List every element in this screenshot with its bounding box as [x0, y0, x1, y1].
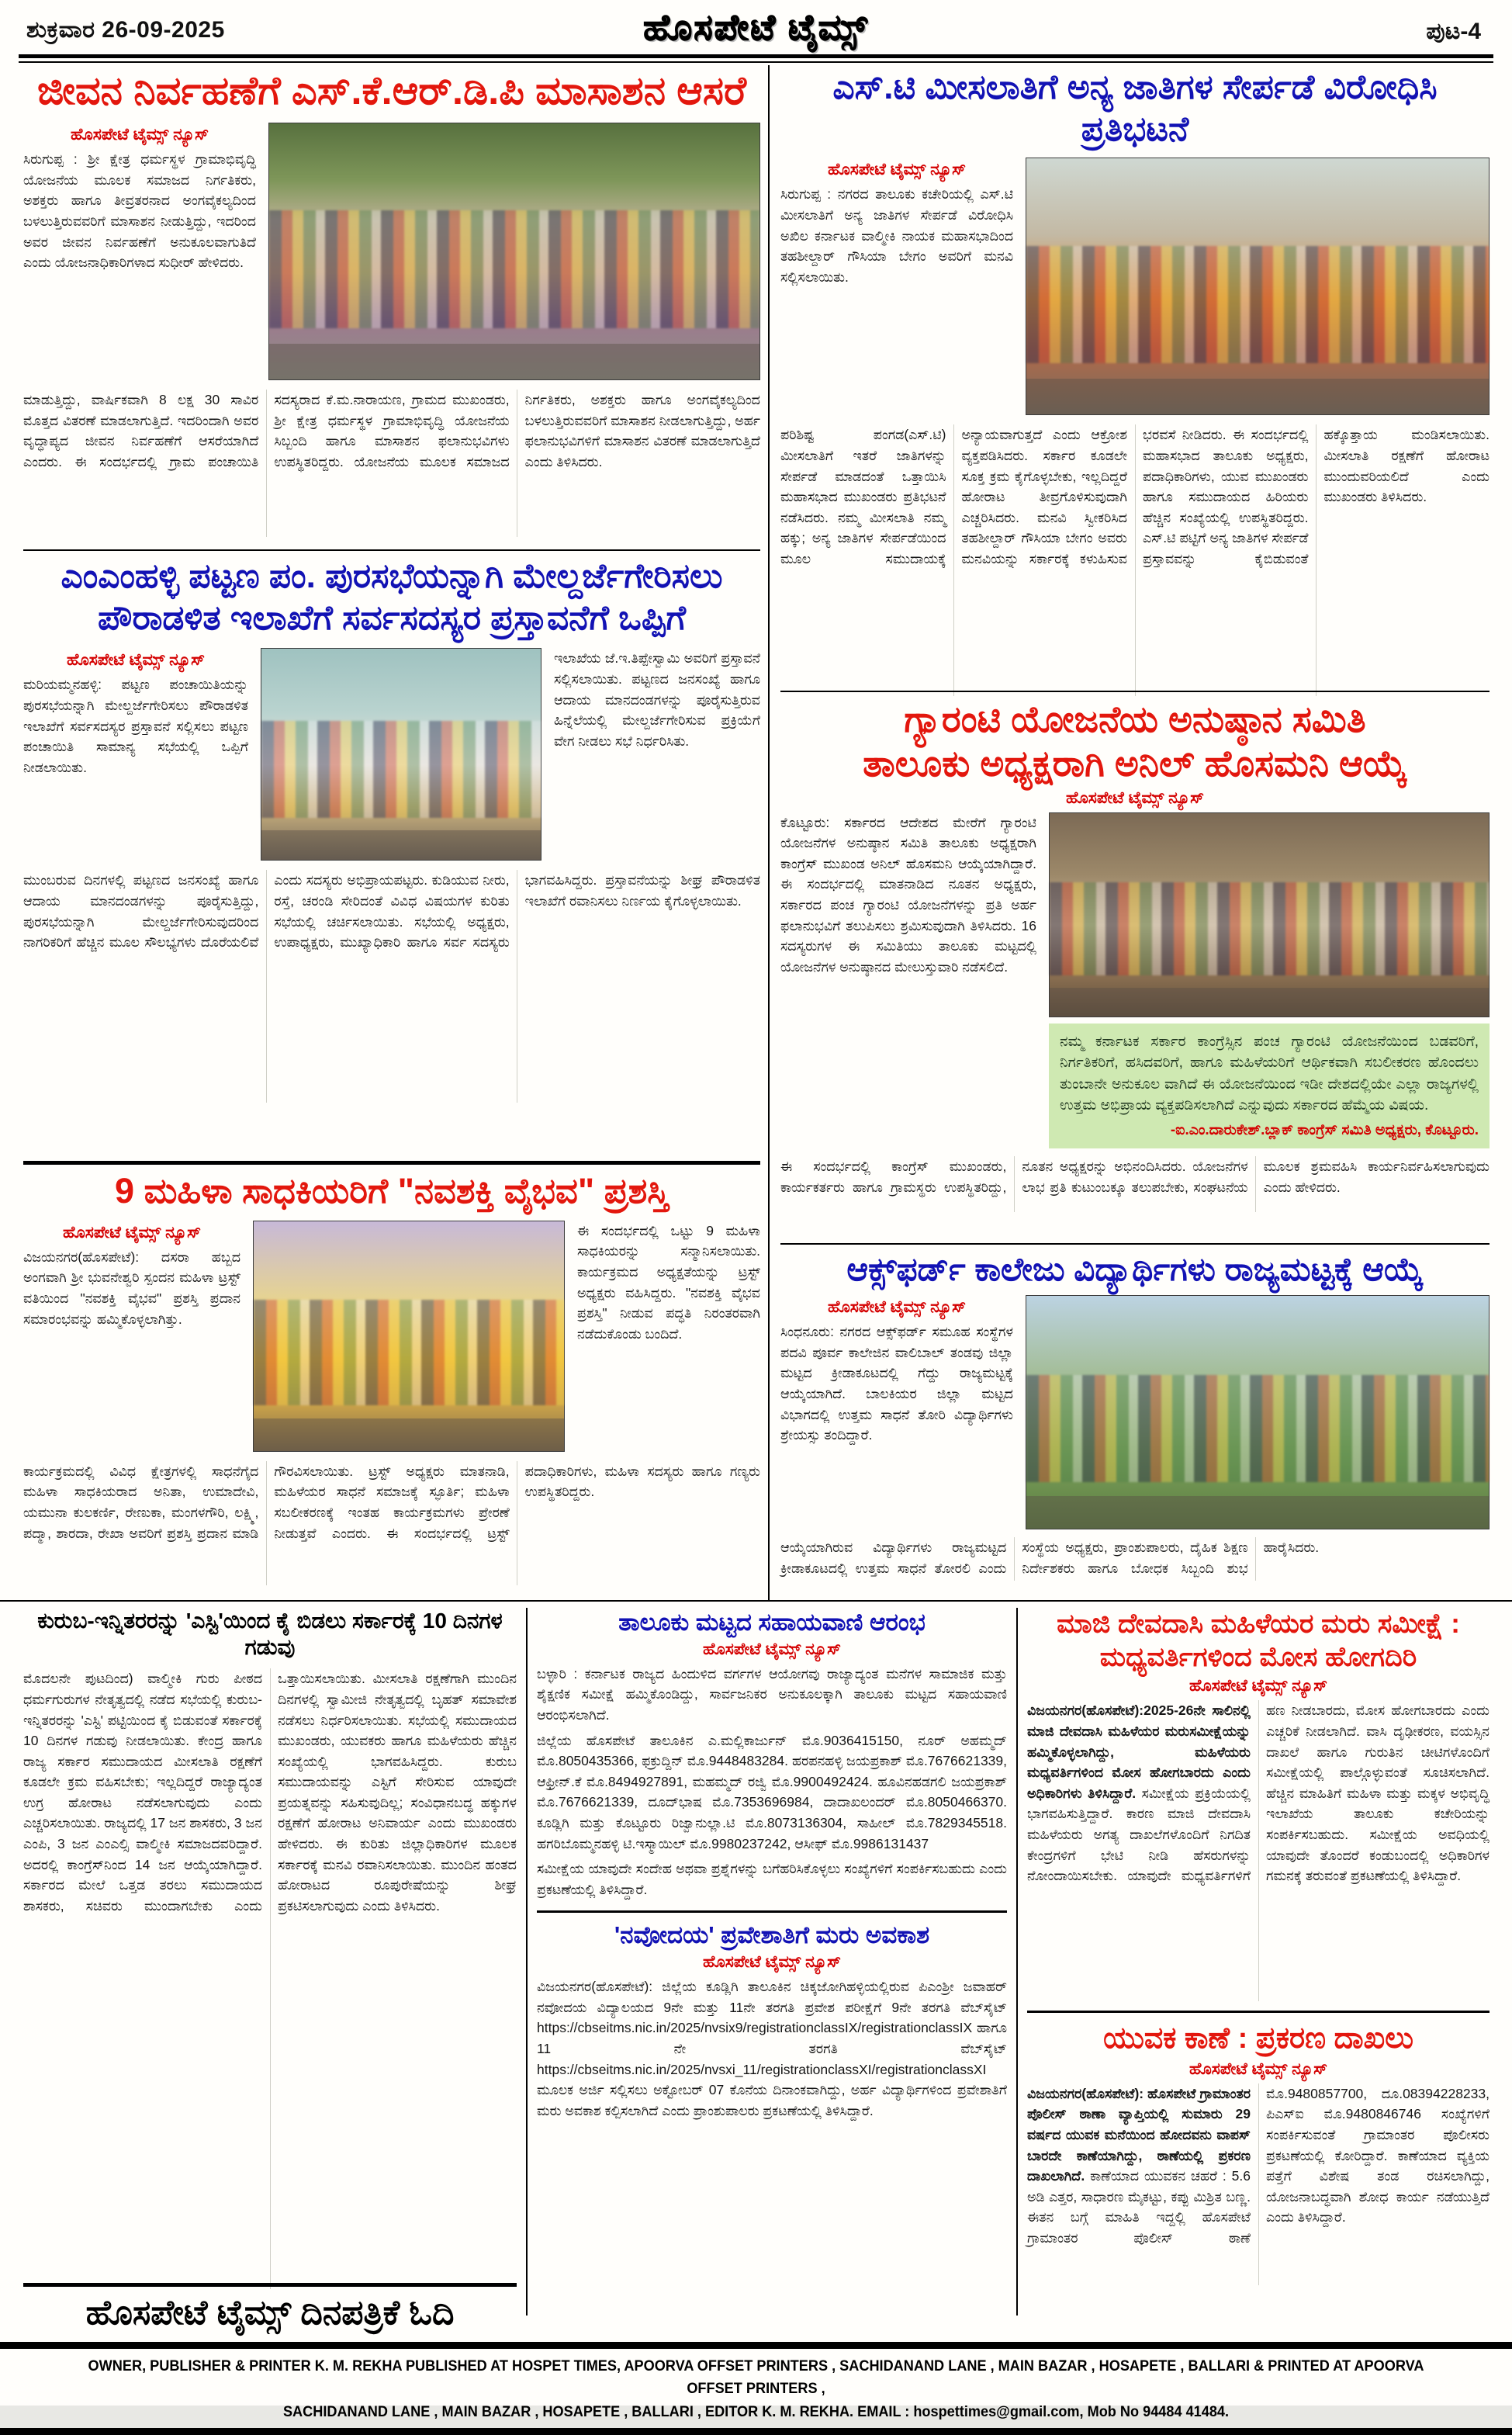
headline-line1: ಮಾಜಿ ದೇವದಾಸಿ ಮಹಿಳೆಯರ ಮರು ಸಮೀಕ್ಷೆ : — [1057, 1609, 1460, 1639]
section-rule-thick — [23, 1161, 760, 1165]
byline: ಹೊಸಪೇಟೆ ಟೈಮ್ಸ್ ನ್ಯೂಸ್ — [702, 1640, 842, 1658]
article-body: ಮೊದಲನೇ ಪುಟದಿಂದ) ವಾಲ್ಮೀಕಿ ಗುರು ಪೀಠದ ಧರ್ಮಗುರುಗಳ ನೇತೃತ್ವದಲ್ಲಿ ನಡೆದ ಸಭೆಯಲ್ಲಿ ಕುರುಬ-ಇನ್ನಿತರರನ್ನು 'ಎಸ್ಟಿ' ಪಟ್ಟಿಯಿಂದ ಕೈ ಬಿಡುವಂತೆ ಸರ್ಕಾರಕ್ಕೆ 10 ದಿನಗಳ ಗಡುವು ನೀಡಲಾಯಿತು. ಕೇಂದ್ರ ಹಾಗೂ ರಾಜ್ಯ ಸರ್ಕಾರ ಸಮುದಾಯದ ಮೀಸಲಾತಿ ರಕ್ಷಣೆಗೆ ಕೂಡಲೇ ಕ್ರಮ ವಹಿಸಬೇಕು; ಇಲ್ಲದಿದ್ದರೆ ರಾಜ್ಯಾದ್ಯಂತ ಉಗ್ರ ಹೋರಾಟ ನಡೆಸಲಾಗುವುದು ಎಂದು ಎಚ್ಚರಿಸಲಾಯಿತು. ರಾಜ್ಯದಲ್ಲಿ 17 ಜನ ಶಾಸಕರು, 3 ಜನ ಎಂಪಿ, 3 ಜನ ಎಂಎಲ್ಸಿ ವಾಲ್ಮೀಕಿ ಸಮಾಜದವರಿದ್ದಾರೆ. ಅದರಲ್ಲಿ ಕಾಂಗ್ರೆಸ್‌ನಿಂದ 14 ಜನ ಆಯ್ಕೆಯಾಗಿದ್ದಾರೆ. ಸರ್ಕಾರದ ಮೇಲೆ ಒತ್ತಡ ತರಲು ಸಮುದಾಯದ ಶಾಸಕರು, ಸಚಿವರು ಮುಂದಾಗಬೇಕು ಎಂದು ಒತ್ತಾಯಿಸಲಾಯಿತು. ಮೀಸಲಾತಿ ರಕ್ಷಣೆಗಾಗಿ ಮುಂದಿನ ದಿನಗಳಲ್ಲಿ ಸ್ವಾಮೀಜಿ ನೇತೃತ್ವದಲ್ಲಿ ಬೃಹತ್ ಸಮಾವೇಶ ನಡೆಸಲು ನಿರ್ಧರಿಸಲಾಯಿತು. ಸಭೆಯಲ್ಲಿ ಸಮುದಾಯದ ಮುಖಂಡರು, ಯುವಕರು ಹಾಗೂ ಮಹಿಳೆಯರು ಹೆಚ್ಚಿನ ಸಂಖ್ಯೆಯಲ್ಲಿ ಭಾಗವಹಿಸಿದ್ದರು. ಕುರುಬ ಸಮುದಾಯವನ್ನು ಎಸ್ಟಿಗೆ ಸೇರಿಸುವ ಯಾವುದೇ ಪ್ರಯತ್ನವನ್ನು ಸಹಿಸುವುದಿಲ್ಲ; ಸಂವಿಧಾನಬದ್ಧ ಹಕ್ಕುಗಳ ರಕ್ಷಣೆಗೆ ಹೋರಾಟ ಅನಿವಾರ್ಯ ಎಂದು ಮುಖಂಡರು ಹೇಳಿದರು. ಈ ಕುರಿತು ಜಿಲ್ಲಾಧಿಕಾರಿಗಳ ಮೂಲಕ ಸರ್ಕಾರಕ್ಕೆ ಮನವಿ ರವಾನಿಸಲಾಯಿತು. ಮುಂದಿನ ಹಂತದ ಹೋರಾಟದ ರೂಪುರೇಷೆಯನ್ನು ಶೀಘ್ರ ಪ್ರಕಟಿಸಲಾಗುವುದು ಎಂದು ತಿಳಿಸಿದರು. — [23, 1671, 517, 1914]
article-st-protest — [780, 67, 1490, 684]
article-navashakti — [23, 1170, 760, 1595]
byline: ಹೊಸಪೇಟೆ ಟೈಮ್ಸ್ ನ್ಯೂಸ್ — [1188, 1677, 1328, 1695]
imprint-line-1: OWNER, PUBLISHER & PRINTER K. M. REKHA PUBLISHED AT HOSPET TIMES, APOORVA OFFSET PRINTERS , SACHIDANAND LANE , MAIN BAZAR , HOSAPETE , BALLARI & PRINTED AT APOORVA OFFSET PRINTERS , — [88, 2357, 1424, 2398]
article-photo — [253, 1221, 565, 1452]
article-body-text: ಕಾಣೆಯಾದ ಯುವಕನ ಚಹರೆ : 5.6 ಅಡಿ ಎತ್ತರ, ಸಾಧಾರಣ ಮೈಕಟ್ಟು, ಕಪ್ಪು ಮಿಶ್ರಿತ ಬಣ್ಣ. ಈತನ ಬಗ್ಗೆ ಮಾಹಿತಿ ಇದ್ದಲ್ಲಿ ಹೊಸಪೇಟೆ ಗ್ರಾಮಾಂತರ ಪೊಲೀಸ್ ಠಾಣೆ ಮೊ.9480857700, ದೂ.08394228233, ಪಿಎಸ್ಐ ಮೊ.9480846746 ಸಂಖ್ಯೆಗಳಿಗೆ ಸಂಪರ್ಕಿಸುವಂತೆ ಗ್ರಾಮಾಂತರ ಪೊಲೀಸರು ಪ್ರಕಟಣೆಯಲ್ಲಿ ಕೋರಿದ್ದಾರೆ. ಕಾಣೆಯಾದ ವ್ಯಕ್ತಿಯ ಪತ್ತೆಗೆ ವಿಶೇಷ ತಂಡ ರಚಿಸಲಾಗಿದ್ದು, ಯೋಜನಾಬದ್ಧವಾಗಿ ಶೋಧ ಕಾರ್ಯ ನಡೆಯುತ್ತಿದೆ ಎಂದು ತಿಳಿಸಿದ್ದಾರೆ. — [1027, 2085, 1490, 2246]
byline: ಹೊಸಪೇಟೆ ಟೈಮ್ಸ್ ನ್ಯೂಸ್ — [1188, 2059, 1328, 2078]
byline: ಹೊಸಪೇಟೆ ಟೈಮ್ಸ್ ನ್ಯೂಸ್ — [1065, 788, 1205, 807]
article-body: ಮುಂಬರುವ ದಿನಗಳಲ್ಲಿ ಪಟ್ಟಣದ ಜನಸಂಖ್ಯೆ ಹಾಗೂ ಆದಾಯ ಮಾನದಂಡಗಳನ್ನು ಪೂರೈಸುತ್ತಿದ್ದು, ಪುರಸಭೆಯನ್ನಾಗಿ ಮೇಲ್ದರ್ಜೆಗೇರಿಸುವುದರಿಂದ ನಾಗರಿಕರಿಗೆ ಹೆಚ್ಚಿನ ಮೂಲ ಸೌಲಭ್ಯಗಳು ದೊರೆಯಲಿವೆ ಎಂದು ಸದಸ್ಯರು ಅಭಿಪ್ರಾಯಪಟ್ಟರು. ಕುಡಿಯುವ ನೀರು, ರಸ್ತೆ, ಚರಂಡಿ ಸೇರಿದಂತೆ ವಿವಿಧ ವಿಷಯಗಳ ಕುರಿತು ಸಭೆಯಲ್ಲಿ ಚರ್ಚಿಸಲಾಯಿತು. ಸಭೆಯಲ್ಲಿ ಅಧ್ಯಕ್ಷರು, ಉಪಾಧ್ಯಕ್ಷರು, ಮುಖ್ಯಾಧಿಕಾರಿ ಹಾಗೂ ಸರ್ವ ಸದಸ್ಯರು ಭಾಗವಹಿಸಿದ್ದರು. ಪ್ರಸ್ತಾವನೆಯನ್ನು ಶೀಘ್ರ ಪೌರಾಡಳಿತ ಇಲಾಖೆಗೆ ರವಾನಿಸಲು ನಿರ್ಣಯ ಕೈಗೊಳ್ಳಲಾಯಿತು. — [23, 872, 760, 951]
article-body-text: ಸಮೀಕ್ಷೆಯ ಪ್ರಕ್ರಿಯೆಯಲ್ಲಿ ಭಾಗವಹಿಸುತ್ತಿದ್ದಾರೆ. ಕಾರಣ ಮಾಜಿ ದೇವದಾಸಿ ಮಹಿಳೆಯರು ಅಗತ್ಯ ದಾಖಲೆಗಳೊಂದಿಗೆ ನಿಗದಿತ ಕೇಂದ್ರಗಳಿಗೆ ಭೇಟಿ ನೀಡಿ ಹೆಸರುಗಳನ್ನು ನೋಂದಾಯಿಸಬೇಕು. ಯಾವುದೇ ಮಧ್ಯವರ್ತಿಗಳಿಗೆ ಹಣ ನೀಡಬಾರದು, ಮೋಸ ಹೋಗಬಾರದು ಎಂದು ಎಚ್ಚರಿಕೆ ನೀಡಲಾಗಿದೆ. ವಾಸಿ ದೃಢೀಕರಣ, ವಯಸ್ಸಿನ ದಾಖಲೆ ಹಾಗೂ ಗುರುತಿನ ಚೀಟಿಗಳೊಂದಿಗೆ ಸಮೀಕ್ಷೆಯಲ್ಲಿ ಪಾಲ್ಗೊಳ್ಳುವಂತೆ ಸೂಚಿಸಲಾಗಿದೆ. ಹೆಚ್ಚಿನ ಮಾಹಿತಿಗೆ ಮಹಿಳಾ ಮತ್ತು ಮಕ್ಕಳ ಅಭಿವೃದ್ಧಿ ಇಲಾಖೆಯ ತಾಲೂಕು ಕಚೇರಿಯನ್ನು ಸಂಪರ್ಕಿಸಬಹುದು. ಸಮೀಕ್ಷೆಯ ಅವಧಿಯಲ್ಲಿ ಯಾವುದೇ ತೊಂದರೆ ಕಂಡುಬಂದಲ್ಲಿ ಅಧಿಕಾರಿಗಳ ಗಮನಕ್ಕೆ ತರುವಂತೆ ಪ್ರಕಟಣೆಯಲ್ಲಿ ತಿಳಿಸಿದ್ದಾರೆ. — [1027, 1702, 1490, 1884]
article-photo — [1049, 812, 1490, 1017]
headline-line2: ಮಧ್ಯವರ್ತಿಗಳಿಂದ ಮೋಸ ಹೋಗದಿರಿ — [1099, 1641, 1417, 1672]
header-rule — [19, 54, 1493, 63]
pull-quote-credit: -ಐ.ಎಂ.ದಾರುಕೇಶ್.ಬ್ಲಾಕ್ ಕಾಂಗ್ರೆಸ್ ಸಮಿತಿ ಅಧ್ಯಕ್ಷರು, ಕೊಟ್ಟೂರು. — [1170, 1121, 1479, 1138]
byline: ಹೊಸಪೇಟೆ ಟೈಮ್ಸ್ ನ್ಯೂಸ್ — [827, 161, 967, 179]
edition-date: ಶುಕ್ರವಾರ 26-09-2025 — [26, 17, 225, 43]
article-body: ಕಾರ್ಯಕ್ರಮದಲ್ಲಿ ವಿವಿಧ ಕ್ಷೇತ್ರಗಳಲ್ಲಿ ಸಾಧನೆಗೈದ ಮಹಿಳಾ ಸಾಧಕಿಯರಾದ ಅನಿತಾ, ಉಮಾದೇವಿ, ಯಮುನಾ ಕುಲಕರ್ಣಿ, ರೇಣುಕಾ, ಮಂಗಳಗೌರಿ, ಲಕ್ಷ್ಮಿ, ಪದ್ಮಾ, ಶಾರದಾ, ರೇಖಾ ಅವರಿಗೆ ಪ್ರಶಸ್ತಿ ಪ್ರದಾನ ಮಾಡಿ ಗೌರವಿಸಲಾಯಿತು. ಟ್ರಸ್ಟ್ ಅಧ್ಯಕ್ಷರು ಮಾತನಾಡಿ, ಮಹಿಳೆಯರ ಸಾಧನೆ ಸಮಾಜಕ್ಕೆ ಸ್ಫೂರ್ತಿ; ಮಹಿಳಾ ಸಬಲೀಕರಣಕ್ಕೆ ಇಂತಹ ಕಾರ್ಯಕ್ರಮಗಳು ಪ್ರೇರಣೆ ನೀಡುತ್ತವೆ ಎಂದರು. ಈ ಸಂದರ್ಭದಲ್ಲಿ ಟ್ರಸ್ಟ್ ಪದಾಧಿಕಾರಿಗಳು, ಮಹಿಳಾ ಸದಸ್ಯರು ಹಾಗೂ ಗಣ್ಯರು ಉಪಸ್ಥಿತರಿದ್ದರು. — [23, 1463, 760, 1541]
article-col-right: ಈ ಸಂದರ್ಭದಲ್ಲಿ ಒಟ್ಟು 9 ಮಹಿಳಾ ಸಾಧಕಿಯರನ್ನು ಸನ್ಮಾನಿಸಲಾಯಿತು. ಕಾರ್ಯಕ್ರಮದ ಅಧ್ಯಕ್ಷತೆಯನ್ನು ಟ್ರಸ್ಟ್ ಅಧ್ಯಕ್ಷರು ವಹಿಸಿದ್ದರು. "ನವಶಕ್ತಿ ವೈಭವ ಪ್ರಶಸ್ತಿ" ನೀಡುವ ಪದ್ಧತಿ ನಿರಂತರವಾಗಿ ನಡೆದುಕೊಂಡು ಬಂದಿದೆ. — [577, 1222, 760, 1342]
headline: ಯುವಕ ಕಾಣೆ : ಪ್ರಕರಣ ದಾಖಲು — [1103, 2022, 1413, 2056]
footer-bar-bottom — [0, 2428, 1512, 2435]
pull-quote-box — [1049, 1024, 1490, 1149]
byline: ಹೊಸಪೇಟೆ ಟೈಮ್ಸ್ ನ್ಯೂಸ್ — [827, 1298, 967, 1317]
article-photo — [268, 123, 760, 380]
headline-line2: ಪೌರಾಡಳಿತ ಇಲಾಖೆಗೆ ಸರ್ವಸದಸ್ಯರ ಪ್ರಸ್ತಾವನೆಗೆ ಒಪ್ಪಿಗೆ — [97, 598, 687, 637]
article-lead: ವಿಜಯನಗರ(ಹೊಸಪೇಟೆ): ಹೊಸಪೇಟೆ ಗ್ರಾಮಾಂತರ ಪೊಲೀಸ್ ಠಾಣಾ ವ್ಯಾಪ್ತಿಯಲ್ಲಿ ಸುಮಾರು 29 ವರ್ಷದ ಯುವಕ ಮನೆಯಿಂದ ಹೋದವನು ವಾಪಸ್ ಬಾರದೇ ಕಾಣೆಯಾಗಿದ್ದು, ಠಾಣೆಯಲ್ಲಿ ಪ್ರಕರಣ ದಾಖಲಾಗಿದೆ. — [1027, 2085, 1251, 2184]
article-guarantee — [780, 697, 1490, 1240]
bottom-middle-column — [537, 1608, 1007, 2316]
article-photo — [1026, 158, 1490, 415]
headline-line2: ತಾಲೂಕು ಅಧ್ಯಕ್ಷರಾಗಿ ಅನಿಲ್ ಹೊಸಮನಿ ಆಯ್ಕೆ — [863, 743, 1407, 785]
article-lead: ಮರಿಯಮ್ಮನಹಳ್ಳಿ: ಪಟ್ಟಣ ಪಂಚಾಯಿತಿಯನ್ನು ಪುರಸಭೆಯನ್ನಾಗಿ ಮೇಲ್ದರ್ಜೆಗೇರಿಸಲು ಪೌರಾಡಳಿತ ಇಲಾಖೆಗೆ ಸರ್ವಸದಸ್ಯರ ಪ್ರಸ್ತಾವನೆ ಸಲ್ಲಿಸಲು ಪಟ್ಟಣ ಪಂಚಾಯಿತಿ ಸಾಮಾನ್ಯ ಸಭೆಯಲ್ಲಿ ಒಪ್ಪಿಗೆ ನೀಡಲಾಯಿತು. — [23, 677, 248, 775]
pull-quote-text: ನಮ್ಮ ಕರ್ನಾಟಕ ಸರ್ಕಾರ ಕಾಂಗ್ರೆಸ್ಸಿನ ಪಂಚ ಗ್ಯಾರಂಟಿ ಯೋಜನೆಯಿಂದ ಬಡವರಿಗೆ, ನಿರ್ಗತಿಕರಿಗೆ, ಹಸಿದವರಿಗೆ, ಹಾಗೂ ಮಹಿಳೆಯರಿಗೆ ಆರ್ಥಿಕವಾಗಿ ಸಬಲೀಕರಣ ಹೊಂದಲು ತುಂಬಾನೇ ಅನುಕೂಲ ವಾಗಿದೆ ಈ ಯೋಜನೆಯಿಂದ ಇಡೀ ದೇಶದಲ್ಲಿಯೇ ಎಲ್ಲಾ ರಾಜ್ಯಗಳಲ್ಲಿ ಉತ್ತಮ ಅಭಿಪ್ರಾಯ ವ್ಯಕ್ತಪಡಿಸಲಾಗಿದೆ ಎನ್ನುವುದು ಸರ್ಕಾರದ ಹೆಮ್ಮೆಯ ವಿಷಯ. — [1060, 1033, 1479, 1114]
article-body — [1027, 2083, 1490, 2285]
headline: ಆಕ್ಸ್‌ಫರ್ಡ್ ಕಾಲೇಜು ವಿದ್ಯಾರ್ಥಿಗಳು ರಾಜ್ಯಮಟ್ಟಕ್ಕೆ ಆಯ್ಕೆ — [846, 1251, 1424, 1287]
headline-line1: ಗ್ಯಾರಂಟಿ ಯೋಜನೆಯ ಅನುಷ್ಠಾನ ಸಮಿತಿ — [904, 698, 1366, 740]
article-lead: ವಿಜಯನಗರ(ಹೊಸಪೇಟೆ): ಜಿಲ್ಲೆಯ ಕೂಡ್ಲಿಗಿ ತಾಲೂಕಿನ ಚಿಕ್ಕಜೋಗಿಹಳ್ಳಿಯಲ್ಲಿರುವ ಪಿಎಂಶ್ರೀ ಜವಾಹರ್ ನವೋದಯ ವಿದ್ಯಾಲಯದ 9ನೇ ಮತ್ತು 11ನೇ ತರಗತಿ ಪ್ರವೇಶ ಪರೀಕ್ಷೆಗೆ 9ನೇ ತರಗತಿ ವೆಬ್‌ಸೈಟ್ https://cbseitms.nic.in/2025/nvsix9/registrationclassIX/registrationclassIX ಹಾಗೂ 11 ನೇ ತರಗತಿ ವೆಬ್‌ಸೈಟ್ https://cbseitms.nic.in/2025/nvsxi_11/registrationclassXI/registrationclassXI ಮೂಲಕ ಅರ್ಜಿ ಸಲ್ಲಿಸಲು ಅಕ್ಟೋಬರ್ 07 ಕೊನೆಯ ದಿನಾಂಕವಾಗಿದ್ದು, ಅರ್ಹ ವಿದ್ಯಾರ್ಥಿಗಳಿಂದ ಪ್ರವೇಶಾತಿಗೆ ಮರು ಅವಕಾಶ ಕಲ್ಪಿಸಲಾಗಿದೆ ಎಂದು ಪ್ರಾಂಶುಪಾಲರು ಪ್ರಕಟಣೆಯಲ್ಲಿ ತಿಳಿಸಿದ್ದಾರೆ. — [537, 1979, 1007, 2118]
section-rule — [780, 691, 1490, 692]
column-divider — [768, 65, 770, 1600]
article-skrdp — [23, 67, 760, 546]
reader-slogan: ಹೊಸಪೇಟೆ ಟೈಮ್ಸ್ ದಿನಪತ್ರಿಕೆ ಓದಿ — [85, 2294, 455, 2332]
article-body — [1027, 1700, 1490, 2001]
article-kuruba — [23, 1608, 517, 2275]
imprint-line-2: SACHIDANAND LANE , MAIN BAZAR , HOSAPETE , BALLARI , EDITOR K. M. REKHA. EMAIL : hospettimes@gmail.com, Mob No 94484 41484. — [282, 2402, 1230, 2420]
headline: ಜೀವನ ನಿರ್ವಹಣೆಗೆ ಎಸ್.ಕೆ.ಆರ್.ಡಿ.ಪಿ ಮಾಸಾಶನ ಆಸರೆ — [36, 68, 746, 113]
article-lead: ಸಿಂಧನೂರು: ನಗರದ ಆಕ್ಸ್‌ಫರ್ಡ್ ಸಮೂಹ ಸಂಸ್ಥೆಗಳ ಪದವಿ ಪೂರ್ವ ಕಾಲೇಜಿನ ವಾಲಿಬಾಲ್ ತಂಡವು ಜಿಲ್ಲಾ ಮಟ್ಟದ ಕ್ರೀಡಾಕೂಟದಲ್ಲಿ ಗೆದ್ದು ರಾಜ್ಯಮಟ್ಟಕ್ಕೆ ಆಯ್ಕೆಯಾಗಿದೆ. ಬಾಲಕಿಯರ ಜಿಲ್ಲಾ ಮಟ್ಟದ ವಿಭಾಗದಲ್ಲಿ ಉತ್ತಮ ಸಾಧನೆ ತೋರಿ ವಿದ್ಯಾರ್ಥಿಗಳು ಶ್ರೇಯಸ್ಸು ತಂದಿದ್ದಾರೆ. — [780, 1324, 1013, 1443]
headline: 'ನವೋದಯ' ಪ್ರವೇಶಾತಿಗೆ ಮರು ಅವಕಾಶ — [614, 1921, 930, 1949]
bottom-divider-2 — [1016, 1608, 1018, 2316]
article-navodaya — [537, 1910, 1007, 2121]
headline: ತಾಲೂಕು ಮಟ್ಟದ ಸಹಾಯವಾಣಿ ಆರಂಭ — [618, 1609, 926, 1636]
article-close: ಸಮೀಕ್ಷೆಯ ಯಾವುದೇ ಸಂದೇಹ ಅಥವಾ ಪ್ರಶ್ನೆಗಳನ್ನು ಬಗೆಹರಿಸಿಕೊಳ್ಳಲು ಸಂಖ್ಯೆಗಳಿಗೆ ಸಂಪರ್ಕಿಸಬಹುದು ಎಂದು ಪ್ರಕಟಣೆಯಲ್ಲಿ ತಿಳಿಸಿದ್ದಾರೆ. — [537, 1861, 1007, 1897]
article-mmhalli — [23, 556, 760, 1155]
article-lead: ಕೊಟ್ಟೂರು: ಸರ್ಕಾರದ ಆದೇಶದ ಮೇರೆಗೆ ಗ್ಯಾರಂಟಿ ಯೋಜನೆಗಳ ಅನುಷ್ಠಾನ ಸಮಿತಿ ತಾಲೂಕು ಅಧ್ಯಕ್ಷರಾಗಿ ಕಾಂಗ್ರೆಸ್ ಮುಖಂಡ ಅನಿಲ್ ಹೊಸಮನಿ ಆಯ್ಕೆಯಾಗಿದ್ದಾರೆ. ಈ ಸಂದರ್ಭದಲ್ಲಿ ಮಾತನಾಡಿದ ನೂತನ ಅಧ್ಯಕ್ಷರು, ಸರ್ಕಾರದ ಪಂಚ ಗ್ಯಾರಂಟಿ ಯೋಜನೆಗಳನ್ನು ಪ್ರತಿ ಅರ್ಹ ಫಲಾನುಭವಿಗೆ ತಲುಪಿಸಲು ಶ್ರಮಿಸುವುದಾಗಿ ತಿಳಿಸಿದರು. 16 ಸದಸ್ಯರುಗಳ ಈ ಸಮಿತಿಯು ತಾಲೂಕು ಮಟ್ಟದಲ್ಲಿ ಯೋಜನೆಗಳ ಅನುಷ್ಠಾನದ ಮೇಲುಸ್ತುವಾರಿ ನಡೆಸಲಿದೆ. — [780, 814, 1036, 975]
byline: ಹೊಸಪೇಟೆ ಟೈಮ್ಸ್ ನ್ಯೂಸ್ — [70, 126, 209, 144]
article-lead: ಸಿರುಗುಪ್ಪ : ನಗರದ ತಾಲೂಕು ಕಚೇರಿಯಲ್ಲಿ ಎಸ್.ಟಿ ಮೀಸಲಾತಿಗೆ ಅನ್ಯ ಜಾತಿಗಳ ಸೇರ್ಪಡೆ ವಿರೋಧಿಸಿ ಅಖಿಲ ಕರ್ನಾಟಕ ವಾಲ್ಮೀಕಿ ನಾಯಕ ಮಹಾಸಭಾದಿಂದ ತಹಶೀಲ್ದಾರ್ ಗೌಸಿಯಾ ಬೇಗಂ ಅವರಿಗೆ ಮನವಿ ಸಲ್ಲಿಸಲಾಯಿತು. — [780, 186, 1013, 285]
headline: ಕುರುಬ-ಇನ್ನಿತರರನ್ನು 'ಎಸ್ಟಿ'ಯಿಂದ ಕೈ ಬಿಡಲು ಸರ್ಕಾರಕ್ಕೆ 10 ದಿನಗಳ ಗಡುವು — [37, 1609, 503, 1660]
article-devadasi — [1027, 1608, 1490, 2001]
helpline-numbers: ಜಿಲ್ಲೆಯ ಹೊಸಪೇಟೆ ತಾಲೂಕಿನ ಎ.ಮಲ್ಲಿಕಾರ್ಜುನ್ ಮೊ.9036415150, ನೂರ್ ಅಹಮ್ಮದ್ ಮೊ.8050435366, ಫಕ್ರುದ್ದಿನ್ ಮೊ.9448483284. ಹರಪನಹಳ್ಳಿ ಜಯಪ್ರಕಾಶ್ ಮೊ.7676621339, ಆಫ್ರೀನ್.ಕೆ ಮೊ.8494927891, ಮಹಮ್ಮದ್ ರಜ್ವಿ ಮೊ.9900492424. ಹೂವಿನಹಡಗಲಿ ಜಯಪ್ರಕಾಶ್ ಮೊ.7676621339, ದೂದ್‌ಭಾಷ ಮೊ.7353696984, ದಾದಾಖಲಂದರ್ ಮೊ.8050466370. ಕೂಡ್ಲಿಗಿ ಮತ್ತು ಕೊಟ್ಟೂರು ರಿಜ್ವಾನುಲ್ಲಾ.ಟಿ ಮೊ.8073136304, ಸಾಹೀಲ್ ಮೊ.7829345518. ಹಗರಿಬೊಮ್ಮನಹಳ್ಳಿ ಟಿ.ಇಸ್ಮಾಯಿಲ್ ಮೊ.9980237242, ಆಸೀಫ್ ಮೊ.9986131437 — [537, 1732, 1007, 1851]
article-photo — [1026, 1295, 1490, 1529]
article-oxford — [780, 1249, 1490, 1597]
masthead-title: ಹೊಸಪೇಟೆ ಟೈಮ್ಸ್ — [643, 7, 869, 47]
article-body: ಮಾಡುತ್ತಿದ್ದು, ವಾರ್ಷಿಕವಾಗಿ 8 ಲಕ್ಷ 30 ಸಾವಿರ ಮೊತ್ತದ ವಿತರಣೆ ಮಾಡಲಾಗುತ್ತಿದೆ. ಇದರಿಂದಾಗಿ ಅವರ ವೃದ್ಧಾಪ್ಯದ ಜೀವನ ನಿರ್ವಹಣೆಗೆ ಆಸರೆಯಾಗಿದೆ ಎಂದರು. ಈ ಸಂದರ್ಭದಲ್ಲಿ ಗ್ರಾಮ ಪಂಚಾಯಿತಿ ಸದಸ್ಯರಾದ ಕೆ.ಮ.ನಾರಾಯಣ, ಗ್ರಾಮದ ಮುಖಂಡರು, ಶ್ರೀ ಕ್ಷೇತ್ರ ಧರ್ಮಸ್ಥಳ ಗ್ರಾಮಾಭಿವೃದ್ಧಿ ಯೋಜನೆಯ ಸಿಬ್ಬಂದಿ ಹಾಗೂ ಮಾಸಾಶನ ಫಲಾನುಭವಿಗಳು ಉಪಸ್ಥಿತರಿದ್ದರು. ಯೋಜನೆಯ ಮೂಲಕ ಸಮಾಜದ ನಿರ್ಗತಿಕರು, ಅಶಕ್ತರು ಹಾಗೂ ಅಂಗವೈಕಲ್ಯದಿಂದ ಬಳಲುತ್ತಿರುವವರಿಗೆ ಮಾಸಾಶನ ನೀಡಲಾಗುತ್ತಿದ್ದು, ಅರ್ಹ ಫಲಾನುಭವಿಗಳಿಗೆ ಮಾಸಾಶನ ವಿತರಣೆ ಮಾಡಲಾಗುತ್ತಿದೆ ಎಂದು ತಿಳಿಸಿದರು. — [23, 392, 760, 469]
headline: 9 ಮಹಿಳಾ ಸಾಧಕಿಯರಿಗೆ "ನವಶಕ್ತಿ ವೈಭವ" ಪ್ರಶಸ್ತಿ — [115, 1171, 669, 1211]
article-body: ಆಯ್ಕೆಯಾಗಿರುವ ವಿದ್ಯಾರ್ಥಿಗಳು ರಾಜ್ಯಮಟ್ಟದ ಕ್ರೀಡಾಕೂಟದಲ್ಲಿ ಉತ್ತಮ ಸಾಧನೆ ತೋರಲಿ ಎಂದು ಸಂಸ್ಥೆಯ ಅಧ್ಯಕ್ಷರು, ಪ್ರಾಂಶುಪಾಲರು, ದೈಹಿಕ ಶಿಕ್ಷಣ ನಿರ್ದೇಶಕರು ಹಾಗೂ ಬೋಧಕ ಸಿಬ್ಬಂದಿ ಶುಭ ಹಾರೈಸಿದರು. — [780, 1540, 1320, 1576]
footer-bar-top — [0, 2342, 1512, 2349]
imprint-footer — [0, 2342, 1512, 2435]
bottom-section-rule — [0, 1600, 1512, 1602]
headline: ಎಸ್.ಟಿ ಮೀಸಲಾತಿಗೆ ಅನ್ಯ ಜಾತಿಗಳ ಸೇರ್ಪಡೆ ವಿರೋಧಿಸಿ ಪ್ರತಿಭಟನೆ — [832, 68, 1438, 148]
article-body: ಪರಿಶಿಷ್ಟ ಪಂಗಡ(ಎಸ್.ಟಿ) ಮೀಸಲಾತಿಗೆ ಇತರೆ ಜಾತಿಗಳನ್ನು ಸೇರ್ಪಡೆ ಮಾಡದಂತೆ ಒತ್ತಾಯಿಸಿ ಮಹಾಸಭಾದ ಮುಖಂಡರು ಪ್ರತಿಭಟನೆ ನಡೆಸಿದರು. ನಮ್ಮ ಮೀಸಲಾತಿ ನಮ್ಮ ಹಕ್ಕು; ಅನ್ಯ ಜಾತಿಗಳ ಸೇರ್ಪಡೆಯಿಂದ ಮೂಲ ಸಮುದಾಯಕ್ಕೆ ಅನ್ಯಾಯವಾಗುತ್ತದೆ ಎಂದು ಆಕ್ರೋಶ ವ್ಯಕ್ತಪಡಿಸಿದರು. ಸರ್ಕಾರ ಕೂಡಲೇ ಸೂಕ್ತ ಕ್ರಮ ಕೈಗೊಳ್ಳಬೇಕು, ಇಲ್ಲದಿದ್ದರೆ ಹೋರಾಟ ತೀವ್ರಗೊಳಿಸುವುದಾಗಿ ಎಚ್ಚರಿಸಿದರು. ಮನವಿ ಸ್ವೀಕರಿಸಿದ ತಹಶೀಲ್ದಾರ್ ಗೌಸಿಯಾ ಬೇಗಂ ಅವರು ಮನವಿಯನ್ನು ಸರ್ಕಾರಕ್ಕೆ ಕಳುಹಿಸುವ ಭರವಸೆ ನೀಡಿದರು. ಈ ಸಂದರ್ಭದಲ್ಲಿ ಮಹಾಸಭಾದ ತಾಲೂಕು ಅಧ್ಯಕ್ಷರು, ಪದಾಧಿಕಾರಿಗಳು, ಯುವ ಮುಖಂಡರು ಹಾಗೂ ಸಮುದಾಯದ ಹಿರಿಯರು ಹೆಚ್ಚಿನ ಸಂಖ್ಯೆಯಲ್ಲಿ ಉಪಸ್ಥಿತರಿದ್ದರು. ಎಸ್.ಟಿ ಪಟ್ಟಿಗೆ ಅನ್ಯ ಜಾತಿಗಳ ಸೇರ್ಪಡೆ ಪ್ರಸ್ತಾವವನ್ನು ಕೈಬಿಡುವಂತೆ ಹಕ್ಕೊತ್ತಾಯ ಮಂಡಿಸಲಾಯಿತು. ಮೀಸಲಾತಿ ರಕ್ಷಣೆಗೆ ಹೋರಾಟ ಮುಂದುವರಿಯಲಿದೆ ಎಂದು ಮುಖಂಡರು ತಿಳಿಸಿದರು. — [780, 427, 1490, 566]
page-number: ಪುಟ-4 — [1426, 19, 1481, 44]
article-lead: ವಿಜಯನಗರ(ಹೊಸಪೇಟೆ): ದಸರಾ ಹಬ್ಬದ ಅಂಗವಾಗಿ ಶ್ರೀ ಭುವನೇಶ್ವರಿ ಸ್ಪಂದನ ಮಹಿಳಾ ಟ್ರಸ್ಟ್ ವತಿಯಿಂದ "ನವಶಕ್ತಿ ವೈಭವ" ಪ್ರಶಸ್ತಿ ಪ್ರದಾನ ಸಮಾರಂಭವನ್ನು ಹಮ್ಮಿಕೊಳ್ಳಲಾಗಿತ್ತು. — [23, 1249, 240, 1327]
article-missing-youth — [1027, 2011, 1490, 2284]
article-photo — [261, 648, 541, 861]
bottom-right-column — [1027, 1608, 1490, 2316]
article-body: ಈ ಸಂದರ್ಭದಲ್ಲಿ ಕಾಂಗ್ರೆಸ್ ಮುಖಂಡರು, ಕಾರ್ಯಕರ್ತರು ಹಾಗೂ ಗ್ರಾಮಸ್ಥರು ಉಪಸ್ಥಿತರಿದ್ದು, ನೂತನ ಅಧ್ಯಕ್ಷರನ್ನು ಅಭಿನಂದಿಸಿದರು. ಯೋಜನೆಗಳ ಲಾಭ ಪ್ರತಿ ಕುಟುಂಬಕ್ಕೂ ತಲುಪಬೇಕು, ಸಂಘಟನೆಯ ಮೂಲಕ ಶ್ರಮವಹಿಸಿ ಕಾರ್ಯನಿರ್ವಹಿಸಲಾಗುವುದು ಎಂದು ಹೇಳಿದರು. — [780, 1159, 1490, 1195]
byline: ಹೊಸಪೇಟೆ ಟೈಮ್ಸ್ ನ್ಯೂಸ್ — [66, 651, 206, 670]
article-col-right: ಇಲಾಖೆಯ ಜೆ.ಇ.ತಿಪ್ಪೇಸ್ವಾಮಿ ಅವರಿಗೆ ಪ್ರಸ್ತಾವನೆ ಸಲ್ಲಿಸಲಾಯಿತು. ಪಟ್ಟಣದ ಜನಸಂಖ್ಯೆ ಹಾಗೂ ಆದಾಯ ಮಾನದಂಡಗಳನ್ನು ಪೂರೈಸುತ್ತಿರುವ ಹಿನ್ನೆಲೆಯಲ್ಲಿ ಮೇಲ್ದರ್ಜೆಗೇರಿಸುವ ಪ್ರಕ್ರಿಯೆಗೆ ವೇಗ ನೀಡಲು ಸಭೆ ನಿರ್ಧರಿಸಿತು. — [554, 650, 760, 749]
article-helpline — [537, 1608, 1007, 1900]
article-lead: ವಿಜಯನಗರ(ಹೊಸಪೇಟೆ):2025-26ನೇ ಸಾಲಿನಲ್ಲಿ ಮಾಜಿ ದೇವದಾಸಿ ಮಹಿಳೆಯರ ಮರುಸಮೀಕ್ಷೆಯನ್ನು ಹಮ್ಮಿಕೊಳ್ಳಲಾಗಿದ್ದು, ಮಹಿಳೆಯರು ಮಧ್ಯವರ್ತಿಗಳಿಂದ ಮೋಸ ಹೋಗಬಾರದು ಎಂದು ಅಧಿಕಾರಿಗಳು ತಿಳಿಸಿದ್ದಾರೆ. — [1027, 1702, 1251, 1801]
bottom-divider-1 — [526, 1608, 528, 2316]
article-lead: ಸಿರುಗುಪ್ಪ : ಶ್ರೀ ಕ್ಷೇತ್ರ ಧರ್ಮಸ್ಥಳ ಗ್ರಾಮಾಭಿವೃದ್ಧಿ ಯೋಜನೆಯ ಮೂಲಕ ಸಮಾಜದ ನಿರ್ಗತಿಕರು, ಅಶಕ್ತರು ಹಾಗೂ ತೀವ್ರತರನಾದ ಅಂಗವೈಕಲ್ಯದಿಂದ ಬಳಲುತ್ತಿರುವವರಿಗೆ ಮಾಸಾಶನ ನೀಡುತ್ತಿದ್ದು, ಇದರಿಂದ ಅವರ ಜೀವನ ನಿರ್ವಹಣೆಗೆ ಅನುಕೂಲವಾಗುತಿದೆ ಎಂದು ಯೋಜನಾಧಿಕಾರಿಗಳಾದ ಸುಧೀರ್ ಹೇಳಿದರು. — [23, 151, 256, 271]
article-lead: ಬಳ್ಳಾರಿ : ಕರ್ನಾಟಕ ರಾಜ್ಯದ ಹಿಂದುಳಿದ ವರ್ಗಗಳ ಆಯೋಗವು ರಾಜ್ಯಾದ್ಯಂತ ಮನೆಗಳ ಸಾಮಾಜಿಕ ಮತ್ತು ಶೈಕ್ಷಣಿಕ ಸಮೀಕ್ಷೆ ಹಮ್ಮಿಕೊಂಡಿದ್ದು, ಸಾರ್ವಜನಿಕರ ಅನುಕೂಲಕ್ಕಾಗಿ ತಾಲೂಕು ಮಟ್ಟದ ಸಹಾಯವಾಣಿ ಆರಂಭಿಸಲಾಗಿದೆ. — [537, 1665, 1007, 1723]
byline: ಹೊಸಪೇಟೆ ಟೈಮ್ಸ್ ನ್ಯೂಸ್ — [702, 1953, 842, 1972]
section-rule — [780, 1243, 1490, 1245]
slogan-rule — [23, 2283, 517, 2287]
section-rule — [23, 549, 760, 551]
headline-line1: ಎಂಎಂಹಳ್ಳಿ ಪಟ್ಟಣ ಪಂ. ಪುರಸಭೆಯನ್ನಾಗಿ ಮೇಲ್ದರ್ಜೆಗೇರಿಸಲು — [61, 557, 723, 595]
byline: ಹೊಸಪೇಟೆ ಟೈಮ್ಸ್ ನ್ಯೂಸ್ — [62, 1223, 202, 1242]
